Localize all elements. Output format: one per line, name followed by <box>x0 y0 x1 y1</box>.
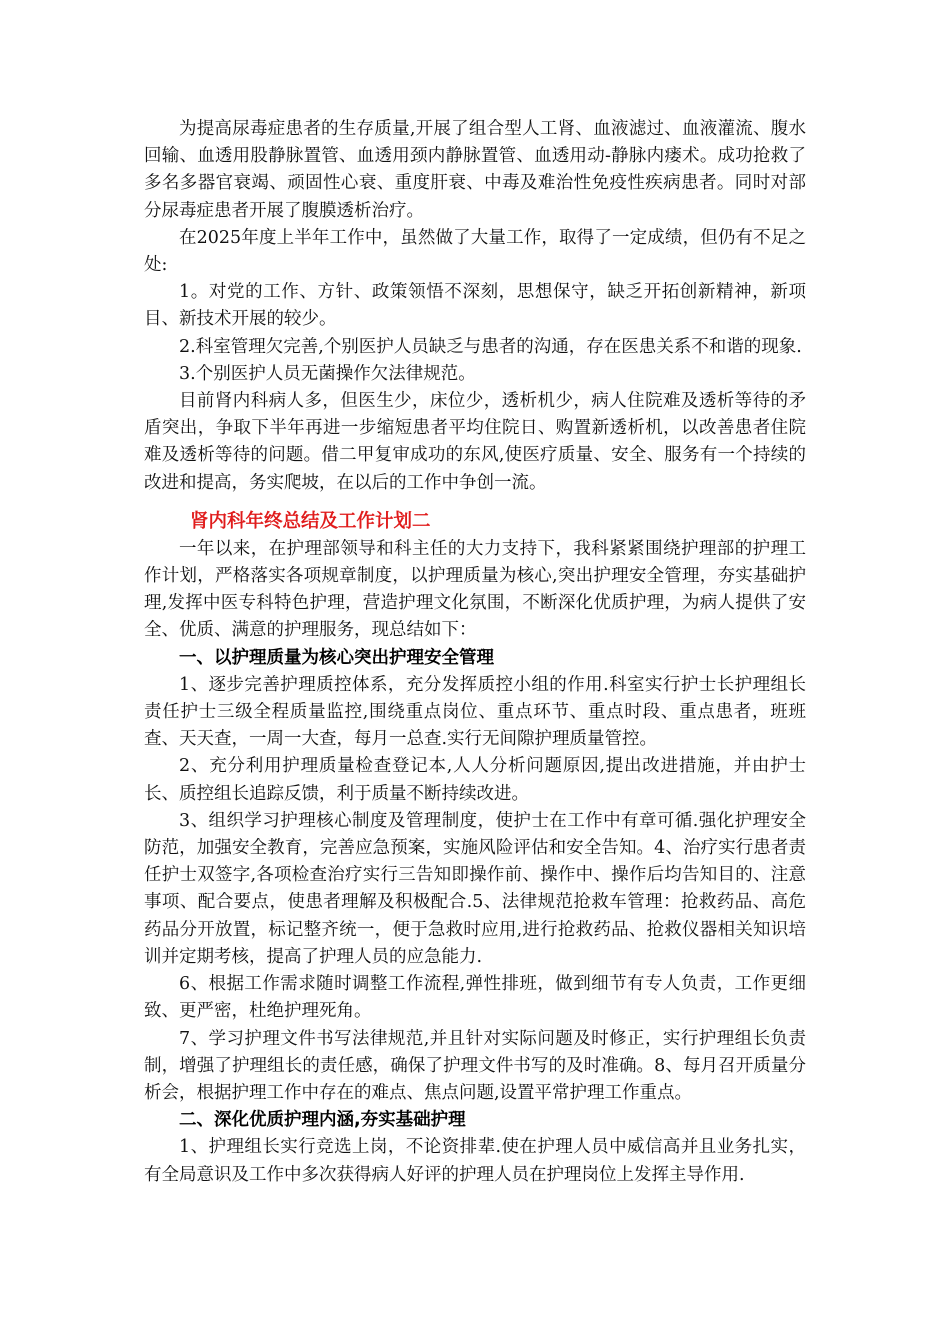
section-heading: 一、以护理质量为核心突出护理安全管理 <box>179 647 494 668</box>
section-title: 肾内科年终总结及工作计划二 <box>190 510 431 532</box>
paragraph: 3.个别医护人员无菌操作欠法律规范。 <box>179 363 476 384</box>
paragraph: 1。对党的工作、方针、政策领悟不深刻，思想保守，缺乏开拓创新精神，新项目、新技术开展的较少。 <box>144 282 806 330</box>
document-page <box>144 116 806 1189</box>
paragraph: 在2025年度上半年工作中，虽然做了大量工作，取得了一定成绩，但仍有不足之处: <box>144 227 806 276</box>
paragraph: 3、组织学习护理核心制度及管理制度，使护士在工作中有章可循.强化护理安全防范，加强安全教育，完善应急预案，实施风险评估和安全告知。4、治疗实行患者责任护士双签字,各项检查治疗实行三告知即操作前、操作中、操作后均告知目的、注意事项、配合要点，使患者理解及积极配合.5、法律规范抢救车管理：抢救药品、高危药品分开放置，标记整齐统一，便于急救时应用,进行抢救药品、抢救仪器相关知识培训并定期考核，提高了护理人员的应急能力. <box>144 810 806 967</box>
paragraph: 2.科室管理欠完善,个别医护人员缺乏与患者的沟通，存在医患关系不和谐的现象. <box>179 336 802 357</box>
paragraph: 2、充分利用护理质量检查登记本,人人分析问题原因,提出改进措施，并由护士长、质控组长追踪反馈，利于质量不断持续改进。 <box>144 756 806 804</box>
paragraph: 目前肾内科病人多，但医生少，床位少，透析机少，病人住院难及透析等待的矛盾突出，争取下半年再进一步缩短患者平均住院日、购置新透析机，以改善患者住院难及透析等待的问题。借二甲复审成功的东风,使医疗质量、安全、服务有一个持续的改进和提高，务实爬坡，在以后的工作中争创一流。 <box>144 391 806 493</box>
paragraph: 1、逐步完善护理质控体系，充分发挥质控小组的作用.科室实行护士长护理组长责任护士三级全程质量监控,围绕重点岗位、重点环节、重点时段、重点患者，班班查、天天查，一周一大查，每月一总查.实行无间隙护理质量管控。 <box>144 674 806 750</box>
paragraph: 7、学习护理文件书写法律规范,并且针对实际问题及时修正，实行护理组长负责制，增强了护理组长的责任感，确保了护理文件书写的及时准确。8、每月召开质量分析会，根据护理工作中存在的难点、焦点问题,设置平常护理工作重点。 <box>144 1028 806 1103</box>
paragraph: 6、根据工作需求随时调整工作流程,弹性排班，做到细节有专人负责，工作更细致、更严密，杜绝护理死角。 <box>144 974 806 1022</box>
paragraph: 1、护理组长实行竞选上岗，不论资排辈.使在护理人员中威信高并且业务扎实，有全局意识及工作中多次获得病人好评的护理人员在护理岗位上发挥主导作用. <box>144 1137 806 1185</box>
paragraph: 一年以来，在护理部领导和科主任的大力支持下，我科紧紧围绕护理部的护理工作计划，严格落实各项规章制度，以护理质量为核心,突出护理安全管理，夯实基础护理,发挥中医专科特色护理，营造护理文化氛围，不断深化优质护理，为病人提供了安全、优质、满意的护理服务，现总结如下： <box>144 538 806 641</box>
paragraph: 为提高尿毒症患者的生存质量,开展了组合型人工肾、血液滤过、血液灌流、腹水回输、血透用股静脉置管、血透用颈内静脉置管、血透用动-静脉内瘘术。成功抢救了多名多器官衰竭、顽固性心衰、重度肝衰、中毒及难治性免疫性疾病患者。同时对部分尿毒症患者开展了腹膜透析治疗。 <box>144 119 806 221</box>
section-heading: 二、深化优质护理内涵,夯实基础护理 <box>179 1110 466 1131</box>
